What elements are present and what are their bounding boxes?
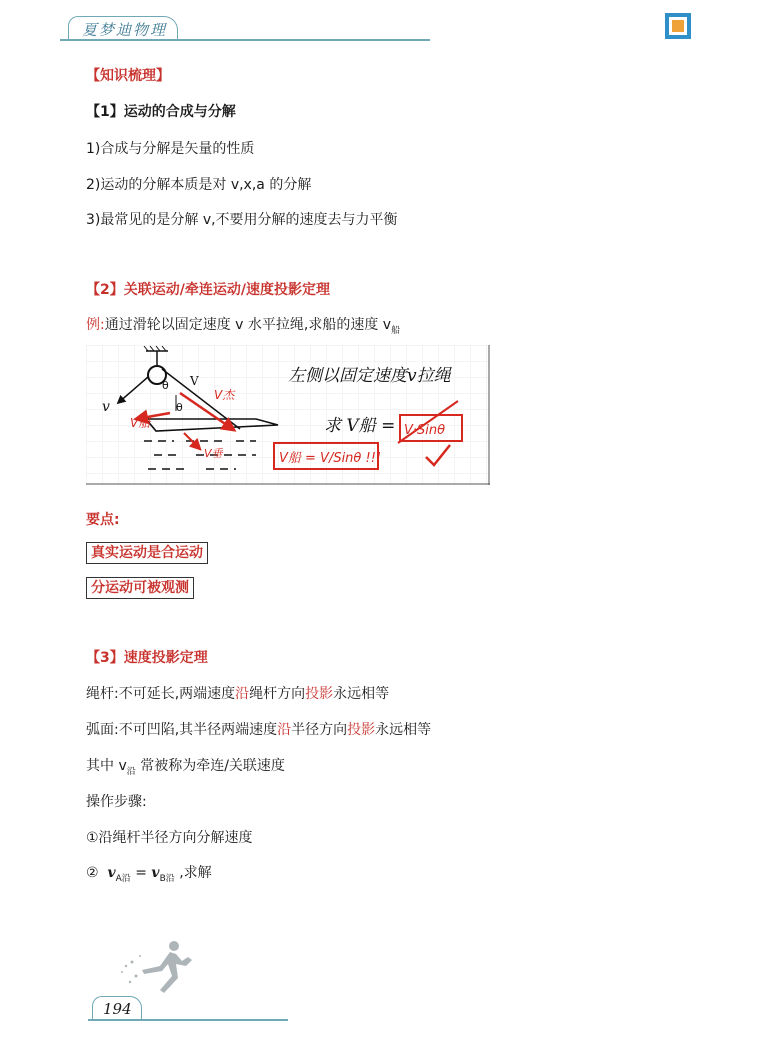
fig-label-theta2: θ: [176, 401, 183, 414]
step2-va: v: [107, 865, 116, 881]
rope-highlight-along: 沿: [235, 686, 250, 702]
rope-highlight-projection: 投影: [305, 686, 334, 702]
called-text-a: 其中 v: [86, 758, 127, 774]
fig-answer: V船 = V/Sinθ !!!: [279, 451, 382, 466]
example-prefix: 例:: [86, 317, 105, 333]
arc-text-a: 弧面:不可凹陷,其半径两端速度: [86, 722, 278, 738]
section1-item: 2)运动的分解本质是对 v,x,a 的分解: [86, 177, 312, 193]
step-2: [86, 863, 212, 889]
corner-logo-icon: [664, 12, 692, 40]
step2-va-sub: A沿: [115, 873, 131, 884]
steps-title: 操作步骤:: [86, 794, 147, 810]
arc-line: [86, 720, 431, 740]
fig-label-vjie: V杰: [214, 388, 235, 402]
called-text-b: 常被称为牵连/关联速度: [135, 758, 285, 774]
section1-item: 3)最常见的是分解 v,不要用分解的速度去与力平衡: [86, 212, 398, 228]
fig-note2: 求 V船 =: [324, 416, 396, 436]
arc-highlight-along: 沿: [277, 722, 292, 738]
rope-text-b: 绳杆方向: [249, 686, 306, 702]
step2-suffix: ,求解: [174, 865, 212, 881]
section1-title: 【1】运动的合成与分解: [86, 104, 236, 120]
called-line: [86, 756, 285, 782]
step2-prefix: ②: [86, 865, 99, 881]
fig-crossed: V·Sinθ: [404, 423, 446, 438]
knowledge-title: 【知识梳理】: [86, 68, 170, 84]
section3-title: 【3】速度投影定理: [86, 650, 208, 666]
pulley-figure: [86, 345, 490, 485]
example-text: 通过滑轮以固定速度 v 水平拉绳,求船的速度 v: [104, 317, 392, 333]
section1-item: 1)合成与分解是矢量的性质: [86, 141, 255, 157]
header-rule: [60, 39, 430, 41]
key-point-box: 真实运动是合运动: [86, 542, 208, 564]
step2-vb: v: [151, 865, 160, 881]
fig-label-theta1: θ: [162, 379, 169, 392]
arc-highlight-projection: 投影: [347, 722, 376, 738]
footer-rule: [88, 1019, 288, 1021]
page-number: 194: [103, 1000, 132, 1018]
runner-icon: [112, 936, 202, 996]
called-sub: 沿: [126, 766, 136, 777]
fig-label-vz: V垂: [204, 447, 223, 460]
section2-title: 【2】关联运动/牵连运动/速度投影定理: [86, 282, 330, 298]
fig-note1: 左侧以固定速度v拉绳: [288, 366, 451, 386]
key-point-box: 分运动可被观测: [86, 577, 194, 599]
arc-text-b: 半径方向: [291, 722, 348, 738]
fig-label-v2: V: [190, 374, 199, 388]
example-sub: 船: [391, 325, 401, 336]
arc-text-c: 永远相等: [375, 722, 432, 738]
rope-text-c: 永远相等: [333, 686, 390, 702]
rope-line: [86, 684, 389, 704]
rope-text-a: 绳杆:不可延长,两端速度: [86, 686, 236, 702]
step-1: ①沿绳杆半径方向分解速度: [86, 830, 253, 846]
step2-vb-sub: B沿: [159, 873, 175, 884]
header-title: 夏梦迪物理: [82, 21, 168, 39]
fig-label-v: v: [102, 399, 110, 415]
example-line: [86, 315, 400, 341]
step2-eq: =: [130, 865, 152, 881]
fig-label-vjiao: V船: [130, 416, 151, 430]
key-points-title: 要点:: [86, 512, 120, 528]
